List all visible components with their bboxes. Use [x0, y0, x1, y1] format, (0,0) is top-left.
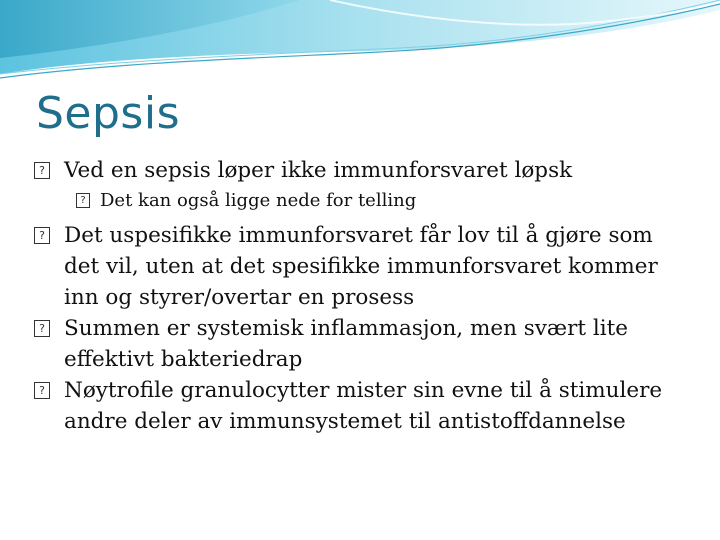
bullet-marker-icon: ? [34, 162, 50, 179]
sub-bullet-item [34, 188, 694, 214]
bullet-marker-icon: ? [34, 227, 50, 244]
bullet-text: Det kan også ligge nede for telling [100, 190, 417, 211]
header-wave-decoration [0, 0, 720, 90]
bullet-marker-icon: ? [76, 193, 90, 208]
bullet-text: Nøytrofile granulocytter mister sin evne til å stimulere andre deler av immunsystemet til antistoffdannelse [64, 378, 663, 434]
bullet-text: Det uspesifikke immunforsvaret får lov til å gjøre som det vil, uten at det spesifikke immunforsvaret kommer inn og styrer/overtar en prosess [64, 223, 658, 310]
bullet-text: Summen er systemisk inflammasjon, men svært lite effektivt bakteriedrap [64, 316, 629, 372]
bullet-marker-icon: ? [34, 320, 50, 337]
bullet-text: Ved en sepsis løper ikke immunforsvaret løpsk [64, 158, 573, 183]
slide-title: Sepsis [36, 88, 181, 139]
bullet-item [34, 155, 694, 186]
bullet-item [34, 220, 694, 313]
bullet-item [34, 375, 694, 437]
bullet-list [34, 155, 694, 437]
bullet-marker-icon: ? [34, 382, 50, 399]
bullet-item [34, 313, 694, 375]
